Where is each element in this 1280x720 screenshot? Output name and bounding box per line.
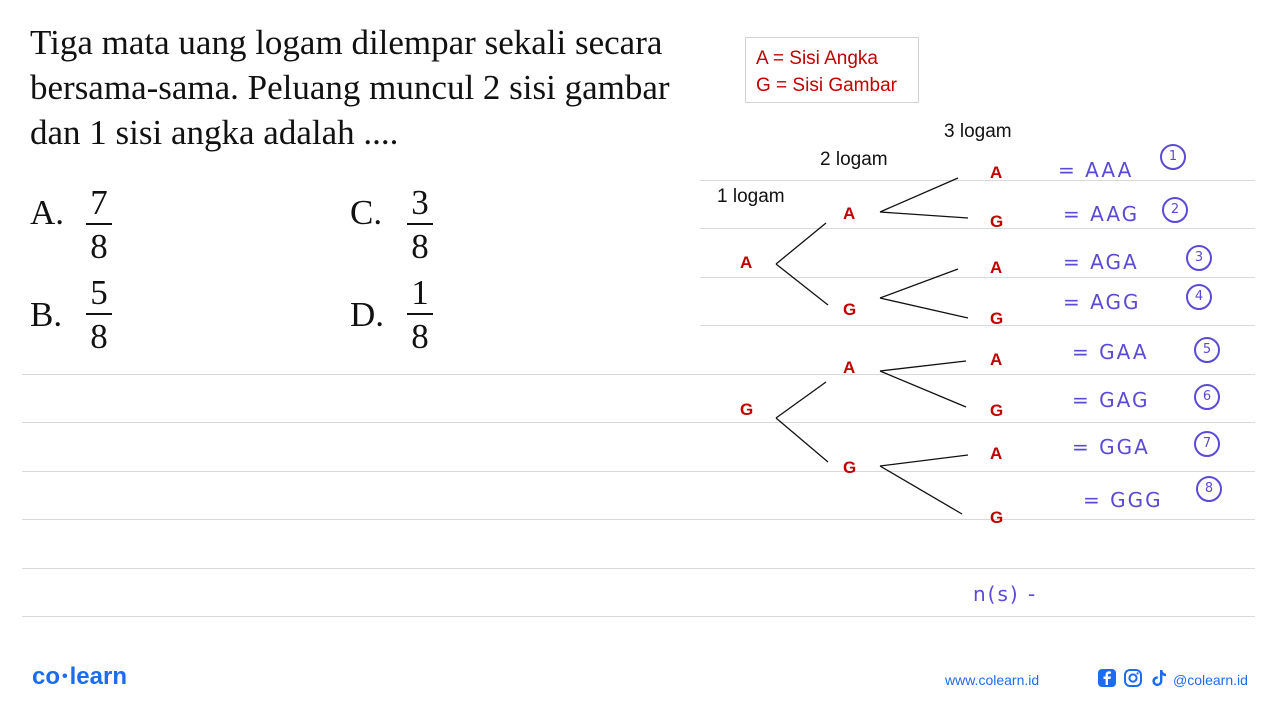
branch-line <box>776 418 828 462</box>
tiktok-icon <box>1149 668 1169 688</box>
tree-col2-label: 2 logam <box>820 149 888 170</box>
outcome-text: = AGG <box>1063 290 1141 314</box>
outcome-number: 1 <box>1160 144 1186 170</box>
branch-line <box>776 382 826 418</box>
legend-angka: A = Sisi Angka <box>756 48 878 69</box>
tree-node: A <box>740 253 753 272</box>
denominator: 8 <box>411 317 429 356</box>
question-line: bersama-sama. Peluang muncul 2 sisi gambar <box>30 68 670 107</box>
tree-node: A <box>843 204 856 223</box>
question-line: Tiga mata uang logam dilempar sekali secara <box>30 23 663 62</box>
outcome-text: = AGA <box>1063 250 1139 274</box>
option-letter: D. <box>350 295 385 334</box>
tree-node: G <box>740 400 754 419</box>
numerator: 5 <box>90 273 108 312</box>
footer-handle: @colearn.id <box>1173 672 1248 688</box>
tree-node: G <box>843 300 857 319</box>
colearn-logo <box>32 663 127 691</box>
brand-learn: learn <box>69 663 127 690</box>
option-letter: A. <box>30 193 65 232</box>
outcome-text: = GAA <box>1072 340 1149 364</box>
outcome-number: 5 <box>1194 337 1220 363</box>
branch-line <box>776 223 826 264</box>
branch-line <box>880 269 958 298</box>
branch-line <box>880 466 962 514</box>
branch-line <box>880 455 968 466</box>
outcome-number: 4 <box>1186 284 1212 310</box>
tree-node: A <box>990 350 1003 369</box>
branch-line <box>880 361 966 371</box>
tree-node: G <box>990 401 1004 420</box>
outcome-number: 7 <box>1194 431 1220 457</box>
tree-node: A <box>990 258 1003 277</box>
tree-node: G <box>990 212 1004 231</box>
denominator: 8 <box>411 227 429 266</box>
branch-line <box>880 371 966 407</box>
option-letter: C. <box>350 193 383 232</box>
tree-node: G <box>990 508 1004 527</box>
denominator: 8 <box>90 317 108 356</box>
outcome-text: = AAA <box>1058 158 1134 182</box>
tree-node: A <box>990 163 1003 182</box>
tree-col3-label: 3 logam <box>944 121 1012 142</box>
numerator: 1 <box>411 273 429 312</box>
sample-space-note: n(s) - <box>973 582 1038 606</box>
outcome-number: 8 <box>1196 476 1222 502</box>
branch-line <box>880 178 958 212</box>
tree-node: G <box>843 458 857 477</box>
branch-line <box>880 212 968 218</box>
branch-line <box>776 264 828 305</box>
outcome-number: 6 <box>1194 384 1220 410</box>
question-line: dan 1 sisi angka adalah .... <box>30 113 399 152</box>
brand-co: co <box>32 663 61 690</box>
legend-gambar: G = Sisi Gambar <box>756 75 897 96</box>
tree-node: G <box>990 309 1004 328</box>
outcome-text: = GAG <box>1072 388 1150 412</box>
outcome-number: 2 <box>1162 197 1188 223</box>
outcome-text: = GGG <box>1083 488 1163 512</box>
outcome-text: = GGA <box>1072 435 1150 459</box>
numerator: 7 <box>90 183 108 222</box>
branch-line <box>880 298 968 318</box>
option-letter: B. <box>30 295 63 334</box>
tree-node: A <box>843 358 856 377</box>
brand-dot: • <box>62 668 68 685</box>
instagram-icon <box>1123 668 1143 688</box>
outcome-text: = AAG <box>1063 202 1140 226</box>
denominator: 8 <box>90 227 108 266</box>
numerator: 3 <box>411 183 429 222</box>
tree-col1-label: 1 logam <box>717 186 785 207</box>
outcome-number: 3 <box>1186 245 1212 271</box>
footer-url: www.colearn.id <box>945 672 1040 688</box>
facebook-icon <box>1097 668 1117 688</box>
tree-node: A <box>990 444 1003 463</box>
